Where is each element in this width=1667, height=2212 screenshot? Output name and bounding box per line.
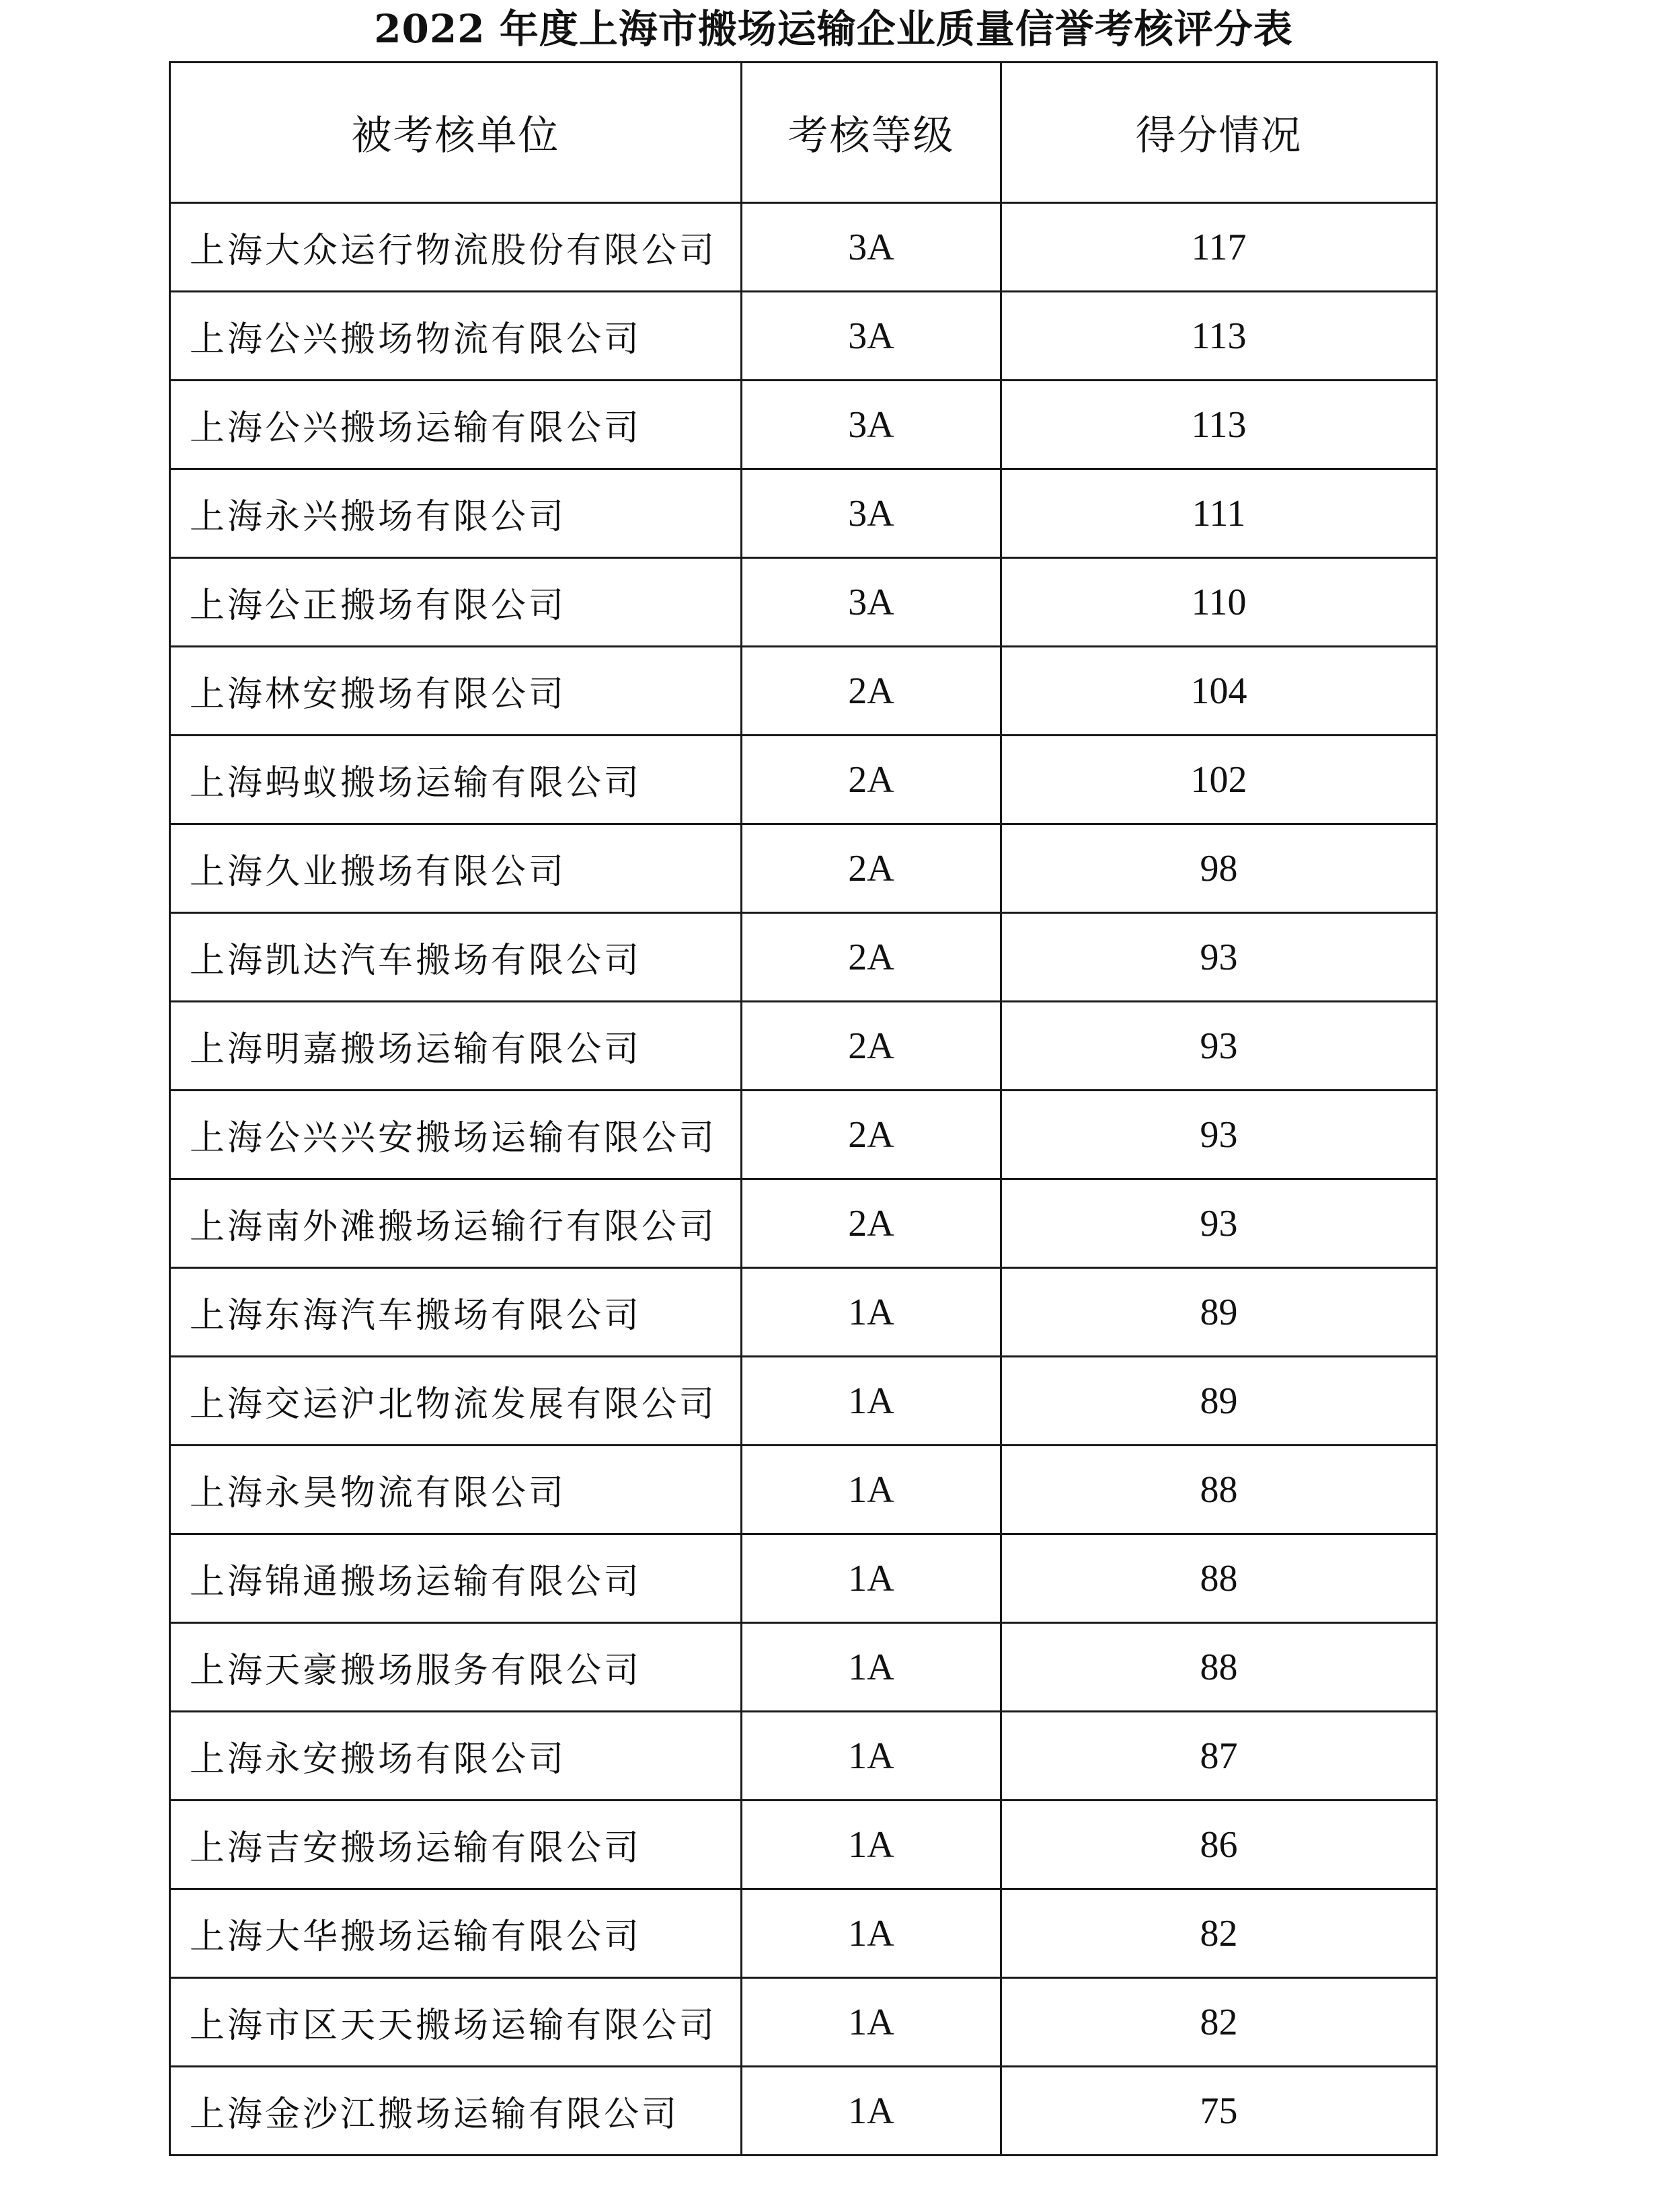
unit-cell: 上海金沙江搬场运输有限公司 xyxy=(170,2067,742,2156)
table-row xyxy=(170,1712,1437,1801)
grade-cell: 3A xyxy=(742,203,1001,292)
table-row xyxy=(170,1446,1437,1534)
grade-cell: 3A xyxy=(742,381,1001,469)
table-row xyxy=(170,1268,1437,1357)
unit-cell: 上海凯达汽车搬场有限公司 xyxy=(170,913,742,1002)
grade-cell: 1A xyxy=(742,1446,1001,1534)
score-cell: 82 xyxy=(1001,1978,1437,2067)
grade-cell: 2A xyxy=(742,1091,1001,1179)
score-cell: 82 xyxy=(1001,1889,1437,1978)
table-row xyxy=(170,292,1437,381)
unit-cell: 上海永兴搬场有限公司 xyxy=(170,469,742,558)
column-header-score: 得分情况 xyxy=(1001,63,1437,203)
unit-cell: 上海锦通搬场运输有限公司 xyxy=(170,1534,742,1623)
page-title: 2022 年度上海市搬场运输企业质量信誉考核评分表 xyxy=(374,6,1293,52)
unit-cell: 上海公正搬场有限公司 xyxy=(170,558,742,647)
score-cell: 110 xyxy=(1001,558,1437,647)
grade-cell: 2A xyxy=(742,1002,1001,1091)
grade-cell: 2A xyxy=(742,647,1001,736)
table-row xyxy=(170,1357,1437,1446)
grade-cell: 1A xyxy=(742,1712,1001,1801)
score-cell: 93 xyxy=(1001,1002,1437,1091)
table-row xyxy=(170,1889,1437,1978)
table-row xyxy=(170,1978,1437,2067)
grade-cell: 3A xyxy=(742,292,1001,381)
column-header-grade: 考核等级 xyxy=(742,63,1001,203)
score-cell: 113 xyxy=(1001,381,1437,469)
score-cell: 86 xyxy=(1001,1801,1437,1889)
unit-cell: 上海市区天天搬场运输有限公司 xyxy=(170,1978,742,2067)
score-cell: 88 xyxy=(1001,1446,1437,1534)
table-row xyxy=(170,1179,1437,1268)
score-cell: 111 xyxy=(1001,469,1437,558)
table-row xyxy=(170,1623,1437,1712)
table-row xyxy=(170,647,1437,736)
table-row xyxy=(170,824,1437,913)
unit-cell: 上海公兴兴安搬场运输有限公司 xyxy=(170,1091,742,1179)
table-row xyxy=(170,381,1437,469)
unit-cell: 上海蚂蚁搬场运输有限公司 xyxy=(170,736,742,824)
score-cell: 117 xyxy=(1001,203,1437,292)
grade-cell: 1A xyxy=(742,1534,1001,1623)
unit-cell: 上海久业搬场有限公司 xyxy=(170,824,742,913)
table-row xyxy=(170,2067,1437,2156)
unit-cell: 上海永昊物流有限公司 xyxy=(170,1446,742,1534)
score-cell: 89 xyxy=(1001,1357,1437,1446)
score-cell: 89 xyxy=(1001,1268,1437,1357)
grade-cell: 1A xyxy=(742,1978,1001,2067)
grade-cell: 1A xyxy=(742,1889,1001,1978)
unit-cell: 上海林安搬场有限公司 xyxy=(170,647,742,736)
score-cell: 104 xyxy=(1001,647,1437,736)
unit-cell: 上海吉安搬场运输有限公司 xyxy=(170,1801,742,1889)
grade-cell: 1A xyxy=(742,1623,1001,1712)
score-cell: 93 xyxy=(1001,913,1437,1002)
score-table xyxy=(169,61,1438,2156)
score-cell: 88 xyxy=(1001,1534,1437,1623)
table-row xyxy=(170,1801,1437,1889)
unit-cell: 上海公兴搬场物流有限公司 xyxy=(170,292,742,381)
score-cell: 88 xyxy=(1001,1623,1437,1712)
grade-cell: 1A xyxy=(742,2067,1001,2156)
score-cell: 102 xyxy=(1001,736,1437,824)
grade-cell: 2A xyxy=(742,913,1001,1002)
grade-cell: 1A xyxy=(742,1357,1001,1446)
score-cell: 87 xyxy=(1001,1712,1437,1801)
score-cell: 93 xyxy=(1001,1091,1437,1179)
grade-cell: 2A xyxy=(742,824,1001,913)
grade-cell: 3A xyxy=(742,469,1001,558)
unit-cell: 上海大众运行物流股份有限公司 xyxy=(170,203,742,292)
unit-cell: 上海交运沪北物流发展有限公司 xyxy=(170,1357,742,1446)
unit-cell: 上海永安搬场有限公司 xyxy=(170,1712,742,1801)
unit-cell: 上海明嘉搬场运输有限公司 xyxy=(170,1002,742,1091)
table-row xyxy=(170,558,1437,647)
table-row xyxy=(170,1002,1437,1091)
table-row xyxy=(170,1534,1437,1623)
unit-cell: 上海东海汽车搬场有限公司 xyxy=(170,1268,742,1357)
unit-cell: 上海南外滩搬场运输行有限公司 xyxy=(170,1179,742,1268)
unit-cell: 上海大华搬场运输有限公司 xyxy=(170,1889,742,1978)
grade-cell: 2A xyxy=(742,736,1001,824)
unit-cell: 上海公兴搬场运输有限公司 xyxy=(170,381,742,469)
column-header-unit: 被考核单位 xyxy=(170,63,742,203)
score-cell: 113 xyxy=(1001,292,1437,381)
table-row xyxy=(170,913,1437,1002)
table-header-row xyxy=(170,63,1437,203)
table-body xyxy=(170,203,1437,2156)
grade-cell: 1A xyxy=(742,1801,1001,1889)
grade-cell: 2A xyxy=(742,1179,1001,1268)
table-row xyxy=(170,1091,1437,1179)
unit-cell: 上海天豪搬场服务有限公司 xyxy=(170,1623,742,1712)
score-cell: 75 xyxy=(1001,2067,1437,2156)
score-cell: 93 xyxy=(1001,1179,1437,1268)
table-row xyxy=(170,736,1437,824)
grade-cell: 1A xyxy=(742,1268,1001,1357)
score-cell: 98 xyxy=(1001,824,1437,913)
grade-cell: 3A xyxy=(742,558,1001,647)
table-row xyxy=(170,203,1437,292)
table-row xyxy=(170,469,1437,558)
